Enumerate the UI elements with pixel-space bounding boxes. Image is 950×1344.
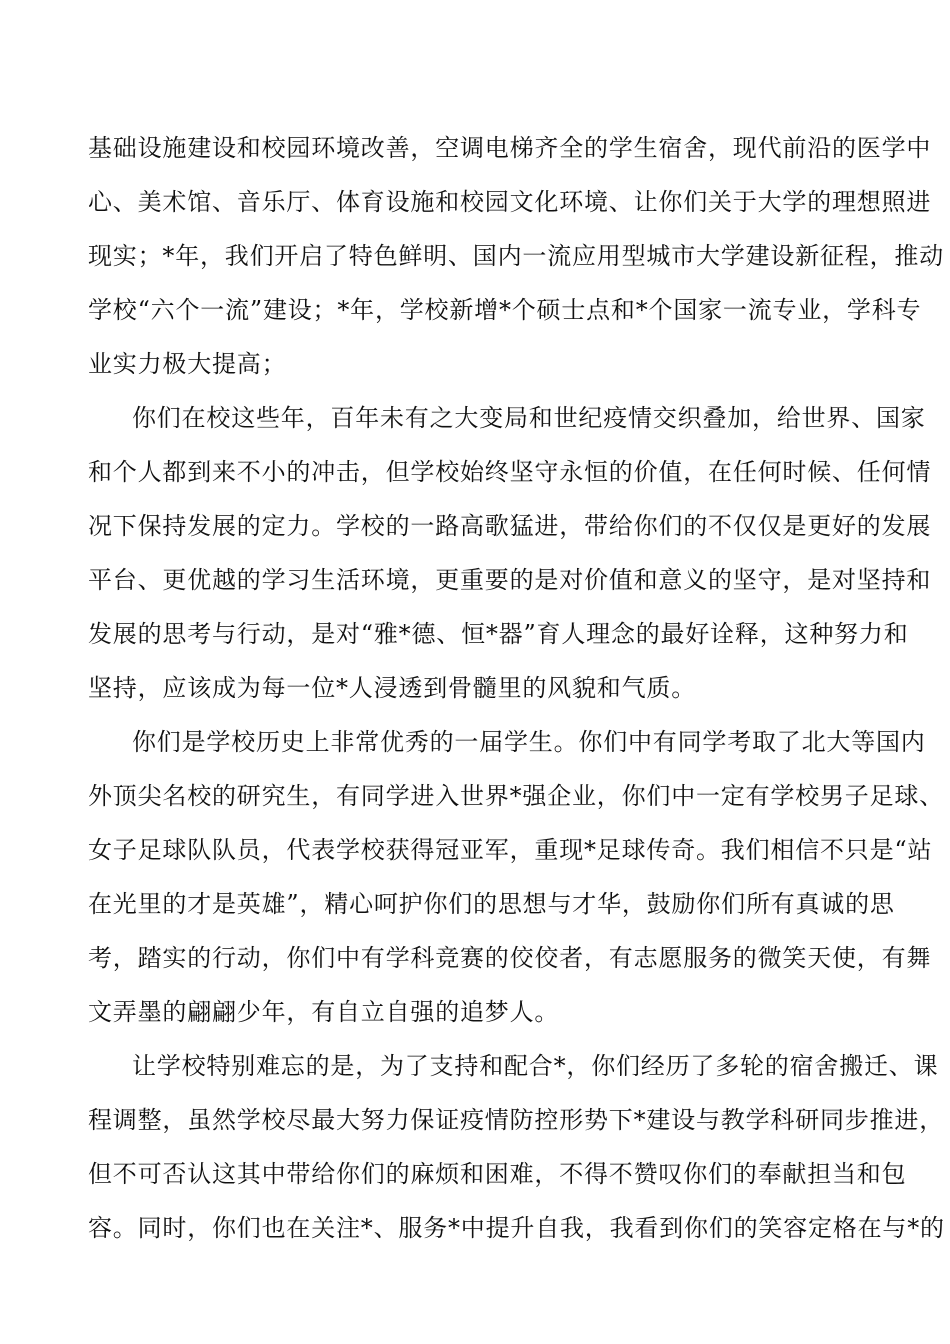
paragraph-1 <box>88 121 944 391</box>
text-line: 文弄墨的翩翩少年，有自立自强的追梦人。 <box>88 998 560 1026</box>
document-body <box>88 121 945 1255</box>
paragraph-3 <box>88 715 944 1039</box>
text-line: 平台、更优越的学习生活环境，更重要的是对价值和意义的坚守，是对坚持和 <box>88 566 932 594</box>
text-line: 程调整，虽然学校尽最大努力保证疫情防控形势下*建设与教学科研同步推进， <box>88 1106 944 1134</box>
text-line: 你们在校这些年，百年未有之大变局和世纪疫情交织叠加，给世界、国家 <box>132 404 926 432</box>
text-line: 学校“六个一流”建设；*年，学校新增*个硕士点和*个国家一流专业，学科专 <box>88 296 922 324</box>
text-line: 心、美术馆、音乐厅、体育设施和校园文化环境、让你们关于大学的理想照进 <box>88 188 932 216</box>
paragraph-2 <box>88 391 932 715</box>
text-line: 但不可否认这其中带给你们的麻烦和困难，不得不赞叹你们的奉献担当和包 <box>88 1160 907 1188</box>
text-line: 现实；*年，我们开启了特色鲜明、国内一流应用型城市大学建设新征程，推动 <box>88 242 944 270</box>
text-line: 女子足球队队员，代表学校获得冠亚军，重现*足球传奇。我们相信不只是“站 <box>88 836 933 864</box>
text-line: 况下保持发展的定力。学校的一路高歌猛进，带给你们的不仅仅是更好的发展 <box>88 512 932 540</box>
text-line: 让学校特别难忘的是，为了支持和配合*，你们经历了多轮的宿舍搬迁、课 <box>132 1052 939 1080</box>
text-line: 和个人都到来不小的冲击，但学校始终坚守永恒的价值，在任何时候、任何情 <box>88 458 932 486</box>
text-line: 基础设施建设和校园环境改善，空调电梯齐全的学生宿舍，现代前沿的医学中 <box>88 134 932 162</box>
paragraph-4 <box>88 1039 945 1255</box>
text-line: 外顶尖名校的研究生，有同学进入世界*强企业，你们中一定有学校男子足球、 <box>88 782 944 810</box>
text-line: 发展的思考与行动，是对“雅*德、恒*器”育人理念的最好诠释，这种努力和 <box>88 620 909 648</box>
text-line: 坚持，应该成为每一位*人浸透到骨髓里的风貌和气质。 <box>88 674 696 702</box>
text-line: 容。同时，你们也在关注*、服务*中提升自我，我看到你们的笑容定格在与*的 <box>88 1214 945 1242</box>
text-line: 你们是学校历史上非常优秀的一届学生。你们中有同学考取了北大等国内 <box>132 728 926 756</box>
text-line: 在光里的才是英雄”，精心呵护你们的思想与才华，鼓励你们所有真诚的思 <box>88 890 895 918</box>
text-line: 业实力极大提高； <box>88 350 287 378</box>
text-line: 考，踏实的行动，你们中有学科竞赛的佼佼者，有志愿服务的微笑天使，有舞 <box>88 944 932 972</box>
